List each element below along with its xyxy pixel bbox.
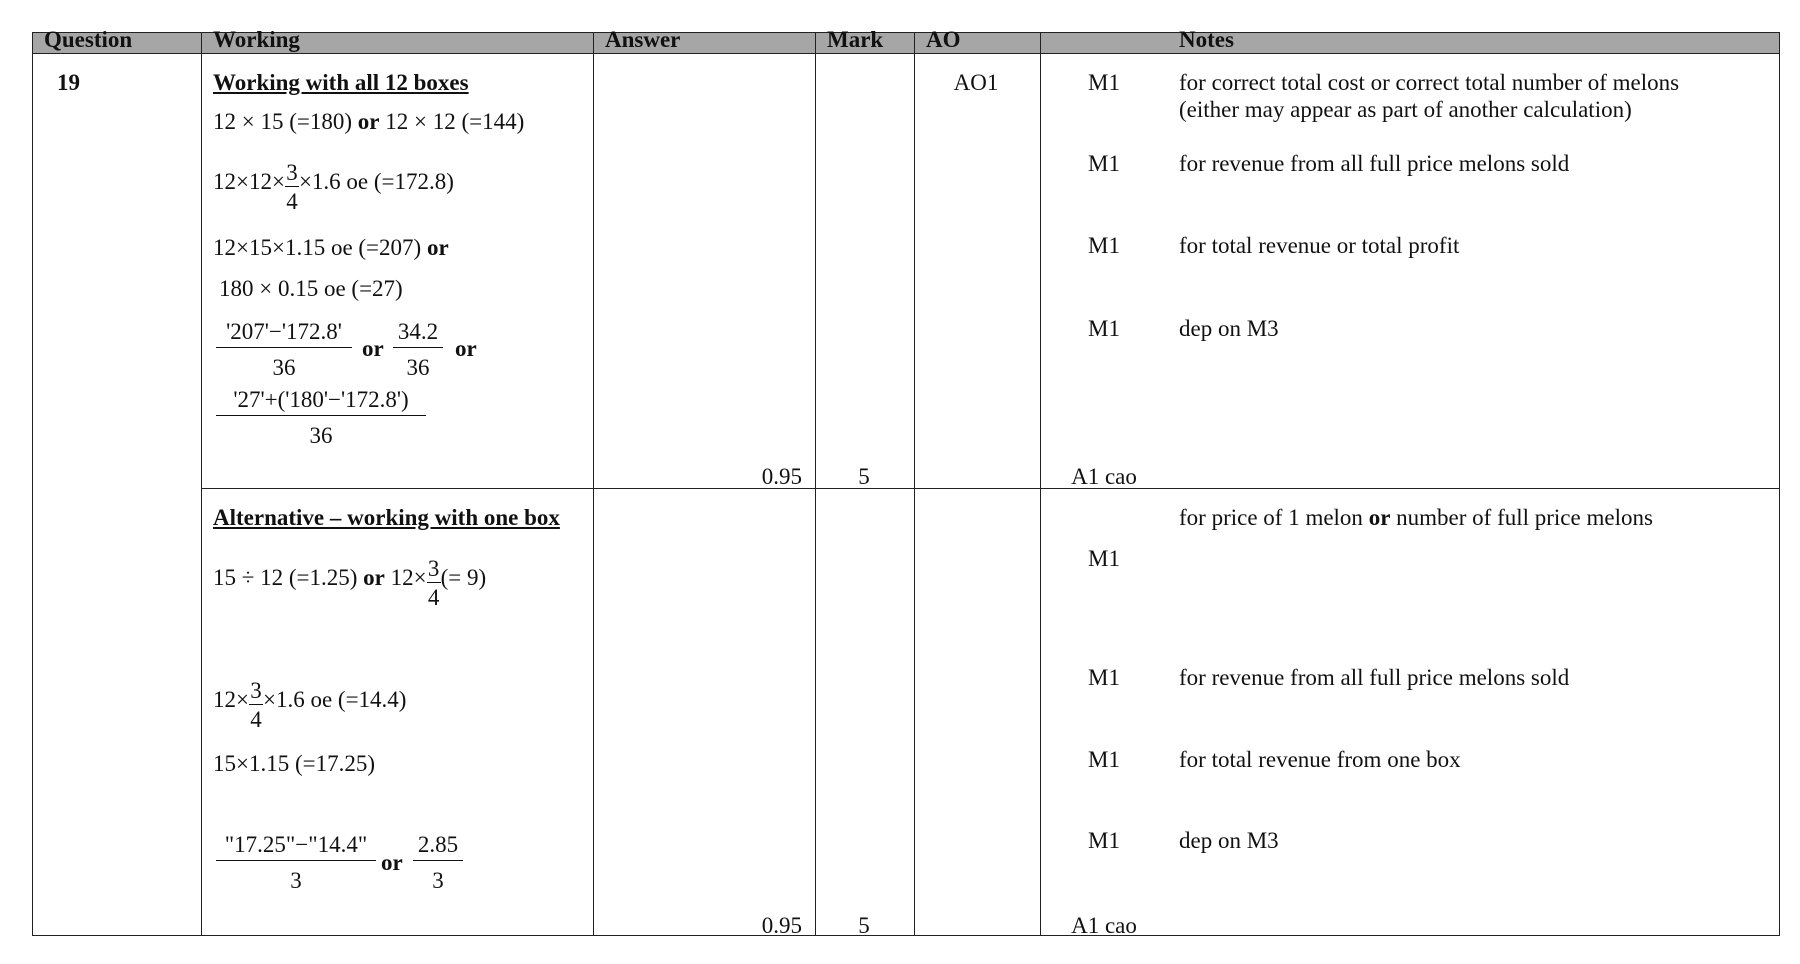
- section1-note: for revenue from all full price melons sold: [1179, 151, 1570, 176]
- col-divider: [1040, 32, 1041, 936]
- col-divider: [593, 32, 594, 936]
- header-question: Question: [44, 27, 133, 52]
- section2-mark-code: M1: [1088, 546, 1120, 571]
- section1-mark-code: M1: [1088, 233, 1120, 258]
- section2-mark-code: A1 cao: [1071, 913, 1137, 938]
- header-answer: Answer: [605, 27, 681, 52]
- header-ao: AO: [926, 27, 961, 52]
- section1-mark-code: M1: [1088, 70, 1120, 95]
- section2-line1: 15 ÷ 12 (=1.25) or 12× 3 4 (= 9): [213, 555, 487, 610]
- row-divider: [201, 488, 1780, 489]
- section2-heading: Alternative – working with one box: [213, 505, 560, 530]
- header-notes: Notes: [1179, 27, 1234, 52]
- mark-scheme-page: Question Working Answer Mark AO Notes 19 AO1 Working with all 12 boxes 12 × 15 (=180) or 12 × 12 (=144) 12×12× 3 4 ×1.6 oe (=172.8) 12×15×1.15 oe (=207) or 180 × 0.15 oe (=27) '207'−'172.8' 36 or 34.2 36 or '27'+('180'−'172.8') 36 0.95 5 M1 M1 M1 M1 A1 cao for correct total cost or correct total number of melons (either may appear as part of another calculation) for revenue from all full price melons sold for total revenue or total profit dep on M3 Alternative – working with one box 15 ÷ 12 (=1.25) or 12× 3 4 (= 9) 12× 3 4 ×1.6 oe (=14.4) 15×1.15 (=17.25) "17.25"−"14.4" 3 or 2.85 3 0.95 5 M1 M1 M1 M1 A1 cao for price of 1 melon or number of full price melons for revenue from all full price melons sold for total revenue from one box dep on M3: [0, 0, 1800, 964]
- ao-value: AO1: [953, 70, 999, 95]
- or-label: or: [381, 850, 403, 875]
- section1-mark-code: M1: [1088, 316, 1120, 341]
- header-working: Working: [213, 27, 300, 52]
- section1-mark: 5: [858, 464, 870, 489]
- section1-line4: 180 × 0.15 oe (=27): [219, 276, 403, 301]
- section1-mark-code: M1: [1088, 151, 1120, 176]
- section1-line3: 12×15×1.15 oe (=207) or: [213, 235, 449, 260]
- section2-note: for price of 1 melon or number of full price melons: [1179, 505, 1653, 530]
- section2-mark-code: M1: [1088, 665, 1120, 690]
- section1-note: dep on M3: [1179, 316, 1279, 341]
- section1-mark-code: A1 cao: [1071, 464, 1137, 489]
- col-divider: [815, 32, 816, 936]
- section1-heading: Working with all 12 boxes: [213, 70, 469, 95]
- section1-note: (either may appear as part of another calculation): [1179, 97, 1632, 122]
- section2-mark-code: M1: [1088, 747, 1120, 772]
- section2-mark-code: M1: [1088, 828, 1120, 853]
- section2-answer: 0.95: [761, 913, 802, 938]
- section2-note: for revenue from all full price melons sold: [1179, 665, 1570, 690]
- section1-line2: 12×12× 3 4 ×1.6 oe (=172.8): [213, 159, 454, 214]
- or-label: or: [455, 336, 477, 361]
- section1-note: for correct total cost or correct total number of melons: [1179, 70, 1680, 95]
- fraction-three-quarters: 3 4: [286, 159, 298, 214]
- col-divider: [914, 32, 915, 936]
- or-label: or: [362, 336, 384, 361]
- col-divider: [201, 32, 202, 936]
- question-number: 19: [57, 70, 80, 95]
- section2-line3: 15×1.15 (=17.25): [213, 751, 376, 776]
- fraction-three-quarters: 3 4: [427, 555, 440, 610]
- section1-note: for total revenue or total profit: [1179, 233, 1460, 258]
- section2-note: for total revenue from one box: [1179, 747, 1461, 772]
- header-mark: Mark: [827, 27, 884, 52]
- section2-line2: 12× 3 4 ×1.6 oe (=14.4): [213, 677, 407, 732]
- fraction-three-quarters: 3 4: [250, 677, 262, 732]
- section2-mark: 5: [858, 913, 870, 938]
- section2-note: dep on M3: [1179, 828, 1279, 853]
- section1-line1: 12 × 15 (=180) or 12 × 12 (=144): [213, 109, 525, 134]
- section1-answer: 0.95: [761, 464, 802, 489]
